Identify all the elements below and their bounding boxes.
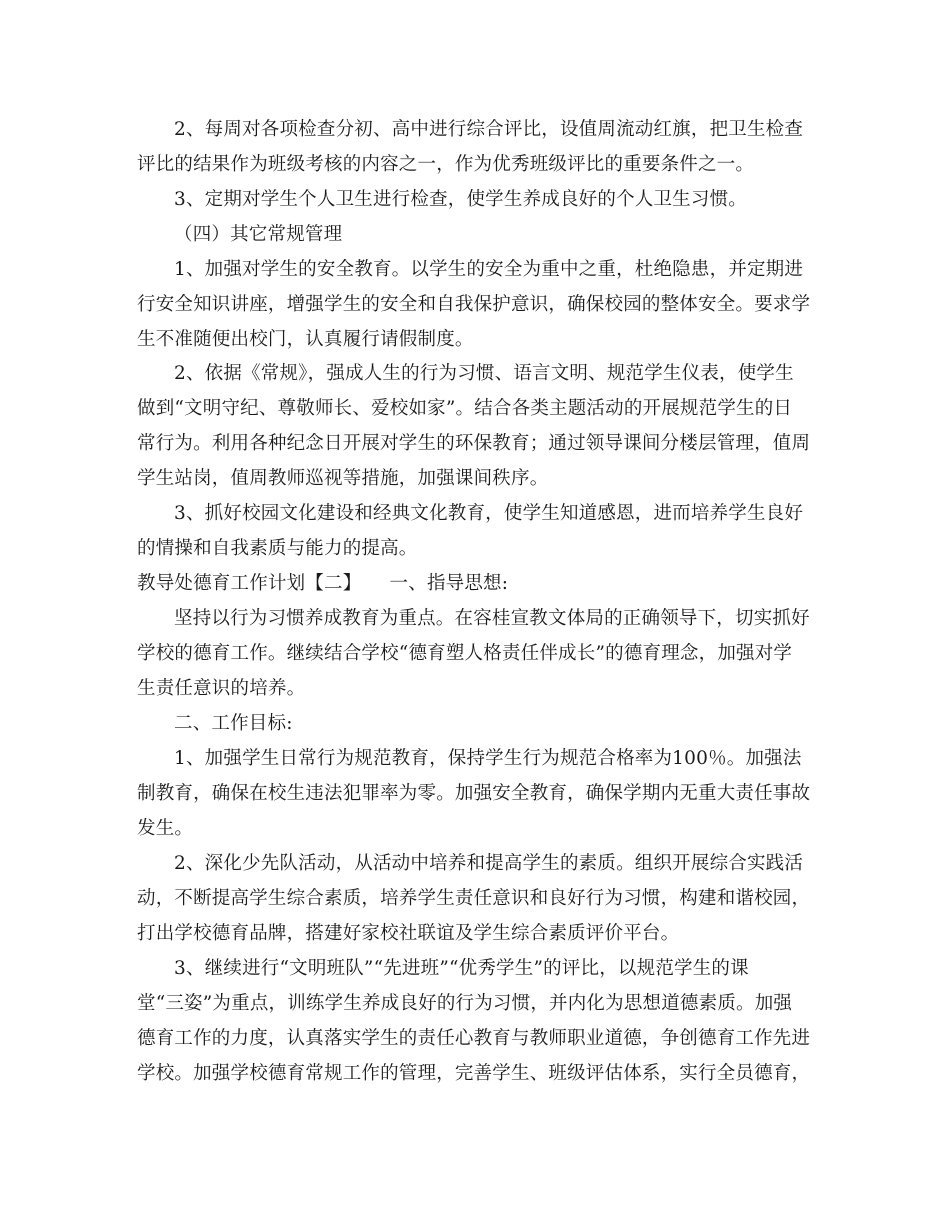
text-line: 常行为。利用各种纪念日开展对学生的环保教育；通过领导课间分楼层管理，值周	[137, 433, 811, 454]
text-line: 2、依据《常规》，强成人生的行为习惯、语言文明、规范学生仪表，使学生	[174, 363, 794, 384]
text-line: 学校。加强学校德育常规工作的管理，完善学生、班级评估体系，实行全员德育，	[137, 1063, 811, 1084]
text-line: 德育工作的力度，认真落实学生的责任心教育与教师职业道德，争创德育工作先进	[137, 1028, 811, 1049]
text-line: 发生。	[137, 818, 194, 839]
text-line: 制教育，确保在校生违法犯罪率为零。加强安全教育，确保学期内无重大责任事故	[137, 783, 811, 804]
text-line: 2、每周对各项检查分初、高中进行综合评比，设值周流动红旗，把卫生检查	[174, 119, 804, 140]
text-line: 3、抓好校园文化建设和经典文化教育，使学生知道感恩，进而培养学生良好	[174, 503, 804, 524]
text-line: 行安全知识讲座，增强学生的安全和自我保护意识，确保校园的整体安全。要求学	[137, 294, 811, 315]
text-line: 动，不断提高学生综合素质，培养学生责任意识和良好行为习惯，构建和谐校园，	[137, 888, 811, 909]
text-line: 生不准随便出校门，认真履行请假制度。	[137, 329, 474, 350]
text-line: 1、加强学生日常行为规范教育，保持学生行为规范合格率为100％。加强法	[174, 748, 802, 769]
text-line: 坚持以行为习惯养成教育为重点。在容桂宣教文体局的正确领导下，切实抓好	[174, 608, 810, 629]
section-heading: 二、工作目标:	[174, 713, 293, 734]
section-heading: （四）其它常规管理	[174, 224, 343, 245]
text-line: 的情操和自我素质与能力的提高。	[137, 538, 418, 559]
text-line: 堂“三姿”为重点，训练学生养成良好的行为习惯，并内化为思想道德素质。加强	[137, 993, 793, 1014]
text-line: 2、深化少先队活动，从活动中培养和提高学生的素质。组织开展综合实践活	[174, 853, 804, 874]
text-line: 做到“文明守纪、尊敬师长、爱校如家”。结合各类主题活动的开展规范学生的日	[137, 398, 793, 419]
text-line: 3、定期对学生个人卫生进行检查，使学生养成良好的个人卫生习惯。	[174, 189, 747, 210]
text-line: 生责任意识的培养。	[137, 678, 306, 699]
text-line: 学生站岗，值周教师巡视等措施，加强课间秩序。	[137, 468, 549, 489]
text-line: 评比的结果作为班级考核的内容之一，作为优秀班级评比的重要条件之一。	[137, 154, 755, 175]
text-line: 打出学校德育品牌，搭建好家校社联谊及学生综合素质评价平台。	[137, 923, 680, 944]
text-line: 学校的德育工作。继续结合学校“德育塑人格责任伴成长”的德育理念，加强对学	[137, 643, 793, 664]
text-line: 3、继续进行“文明班队”“先进班”“优秀学生”的评比，以规范学生的课	[174, 958, 749, 979]
document-heading: 教导处德育工作计划【二】 一、指导思想:	[137, 573, 509, 594]
text-line: 1、加强对学生的安全教育。以学生的安全为重中之重，杜绝隐患，并定期进	[174, 259, 804, 280]
